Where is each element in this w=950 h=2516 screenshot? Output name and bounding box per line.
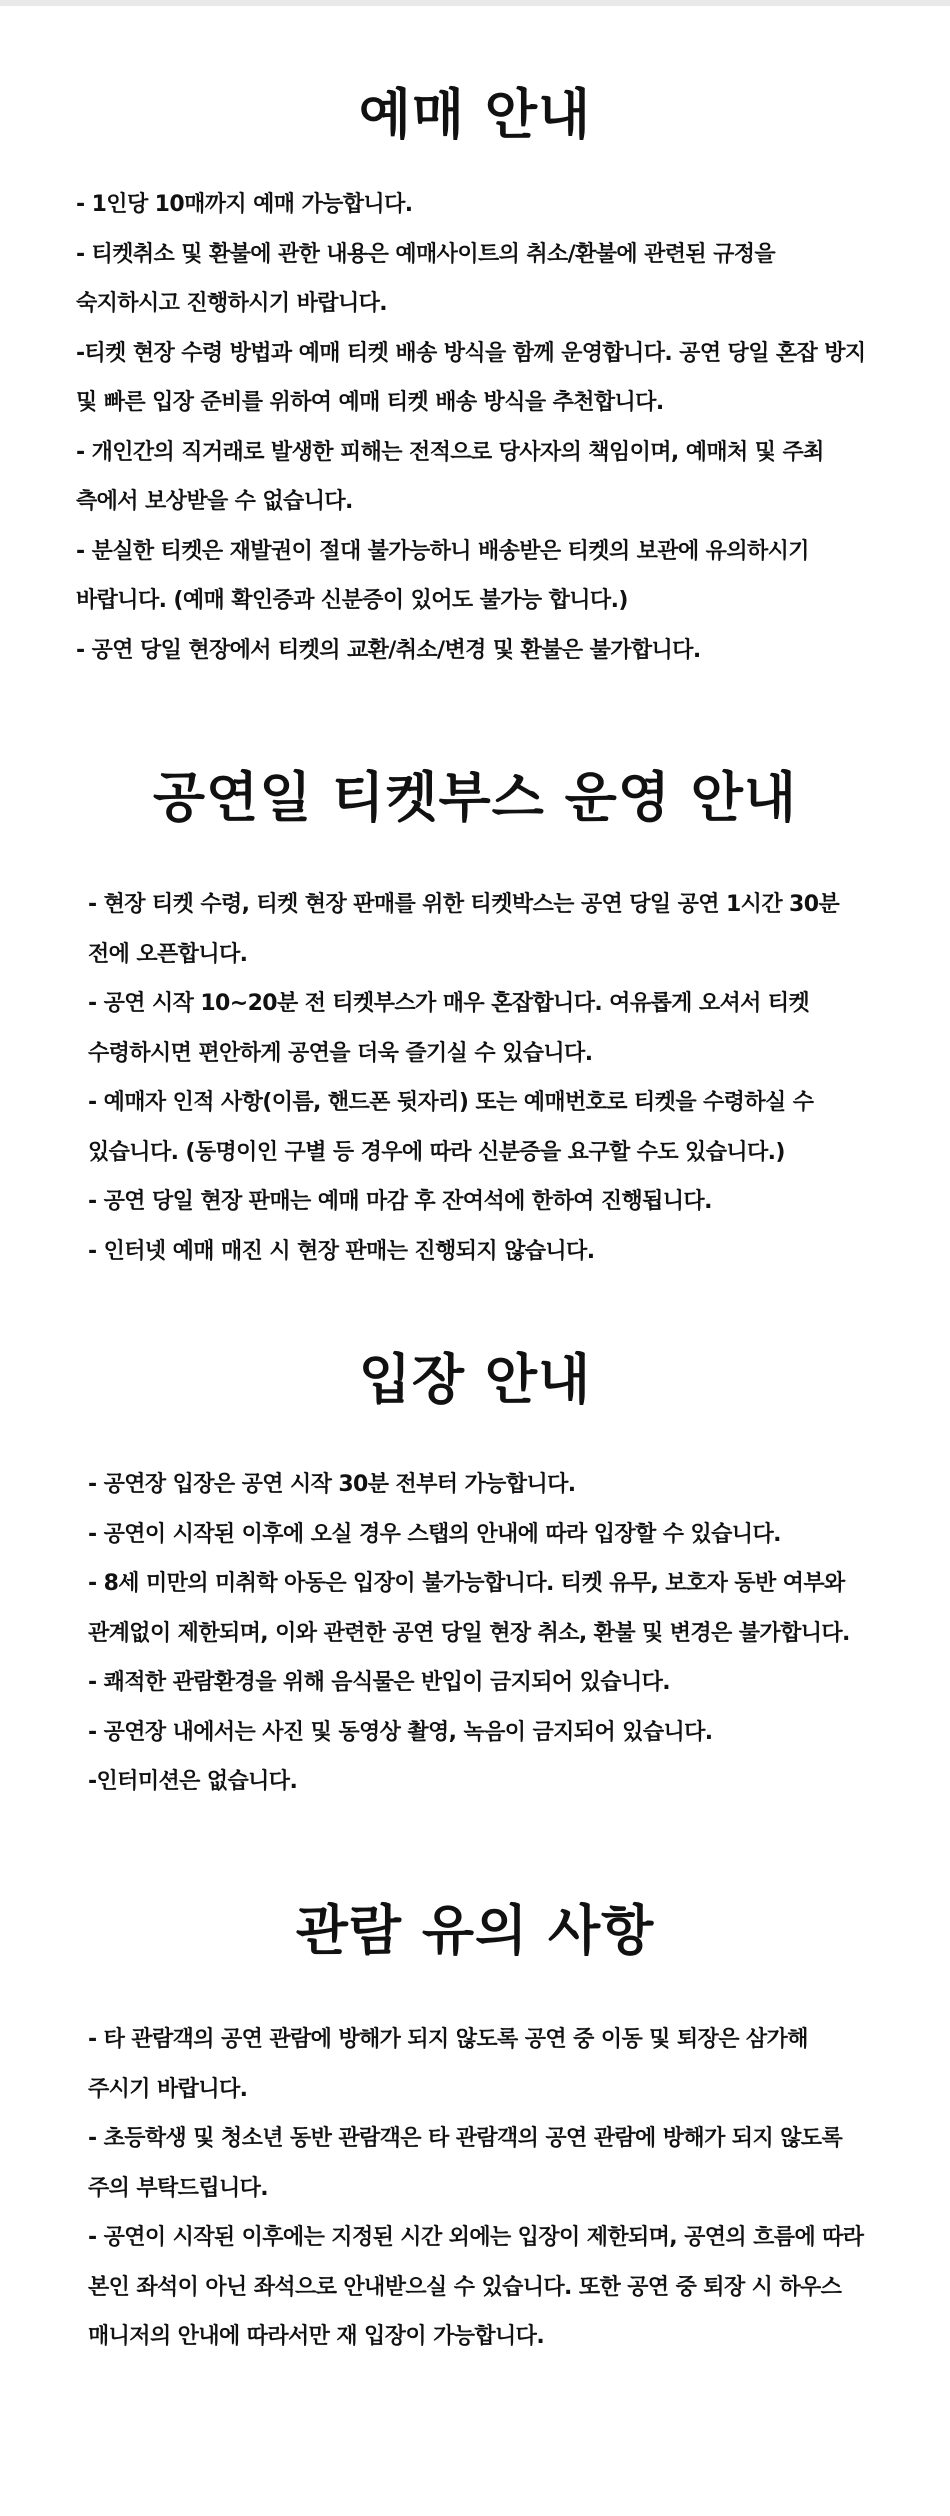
notice-line: -인터미션은 없습니다.	[88, 1769, 298, 1794]
notice-line: 관계없이 제한되며, 이와 관련한 공연 당일 현장 취소, 환불 및 변경은 불가합니다.	[88, 1620, 850, 1646]
viewing-notice-title: 관람 유의 사항	[295, 1899, 655, 1962]
viewing-notice-list	[88, 2015, 863, 2362]
ticket-booth-title: 공연일 티켓부스 운영 안내	[152, 766, 798, 829]
notice-line: - 공연 시작 10~20분 전 티켓부스가 매우 혼잡합니다. 여유롭게 오셔서 티켓	[88, 991, 810, 1016]
notice-line: 매니저의 안내에 따라서만 재 입장이 가능합니다.	[88, 2324, 545, 2349]
notice-line: - 8세 미만의 미취학 아동은 입장이 불가능합니다. 티켓 유무, 보호자 동반 여부와	[88, 1571, 845, 1596]
notice-line: - 현장 티켓 수령, 티켓 현장 판매를 위한 티켓박스는 공연 당일 공연 1시간 30분	[88, 892, 840, 917]
top-bar	[0, 0, 950, 6]
notice-line: 바랍니다. (예매 확인증과 신분증이 있어도 불가능 합니다.)	[76, 588, 628, 613]
notice-line: 본인 좌석이 아닌 좌석으로 안내받으실 수 있습니다. 또한 공연 중 퇴장 시 하우스	[88, 2274, 842, 2300]
notice-line: - 초등학생 및 청소년 동반 관람객은 타 관람객의 공연 관람에 방해가 되지 않도록	[88, 2126, 843, 2151]
notice-line: 및 빠른 입장 준비를 위하여 예매 티켓 배송 방식을 추천합니다.	[76, 390, 664, 415]
entry-guide-list	[88, 1460, 850, 1807]
notice-line: - 공연이 시작된 이후에 오실 경우 스탭의 안내에 따라 입장할 수 있습니다.	[88, 1521, 781, 1547]
ticket-booth-list	[88, 880, 839, 1276]
notice-line: 있습니다. (동명이인 구별 등 경우에 따라 신분증을 요구할 수도 있습니다.)	[88, 1139, 785, 1165]
notice-line: 숙지하시고 진행하시기 바랍니다.	[76, 291, 388, 316]
notice-line: - 공연장 입장은 공연 시작 30분 전부터 가능합니다.	[88, 1472, 576, 1497]
notice-line: 전에 오픈합니다.	[88, 941, 248, 967]
notice-line: - 인터넷 예매 매진 시 현장 판매는 진행되지 않습니다.	[88, 1238, 595, 1264]
notice-line: - 쾌적한 관람환경을 위해 음식물은 반입이 금지되어 있습니다.	[88, 1670, 671, 1695]
notice-line: 측에서 보상받을 수 없습니다.	[76, 489, 353, 514]
notice-line: - 분실한 티켓은 재발권이 절대 불가능하니 배송받은 티켓의 보관에 유의하시기	[76, 538, 809, 564]
notice-line: 주시기 바랍니다.	[88, 2076, 248, 2102]
notice-line: - 타 관람객의 공연 관람에 방해가 되지 않도록 공연 중 이동 및 퇴장은 삼가해	[88, 2027, 808, 2052]
notice-line: - 공연 당일 현장 판매는 예매 마감 후 잔여석에 한하여 진행됩니다.	[88, 1189, 712, 1214]
notice-line: - 공연 당일 현장에서 티켓의 교환/취소/변경 및 환불은 불가합니다.	[76, 637, 701, 663]
entry-guide-title: 입장 안내	[358, 1348, 592, 1411]
notice-line: 주의 부탁드립니다.	[88, 2175, 269, 2201]
notice-line: - 1인당 10매까지 예매 가능합니다.	[76, 192, 413, 217]
notice-line: - 티켓취소 및 환불에 관한 내용은 예매사이트의 취소/환불에 관련된 규정을	[76, 241, 776, 267]
notice-line: - 공연장 내에서는 사진 및 동영상 촬영, 녹음이 금지되어 있습니다.	[88, 1719, 713, 1745]
notice-line: - 개인간의 직거래로 발생한 피해는 전적으로 당사자의 책임이며, 예매처 및 주최	[76, 439, 824, 465]
ticketing-guide-list	[76, 180, 866, 675]
notice-line: -티켓 현장 수령 방법과 예매 티켓 배송 방식을 함께 운영합니다. 공연 당일 혼잡 방지	[76, 340, 866, 366]
notice-line: 수령하시면 편안하게 공연을 더욱 즐기실 수 있습니다.	[88, 1040, 593, 1066]
ticketing-guide-title: 예매 안내	[358, 83, 592, 146]
notice-line: - 공연이 시작된 이후에는 지정된 시간 외에는 입장이 제한되며, 공연의 흐름에 따라	[88, 2225, 864, 2250]
notice-line: - 예매자 인적 사항(이름, 핸드폰 뒷자리) 또는 예매번호로 티켓을 수령하실 수	[88, 1090, 814, 1115]
